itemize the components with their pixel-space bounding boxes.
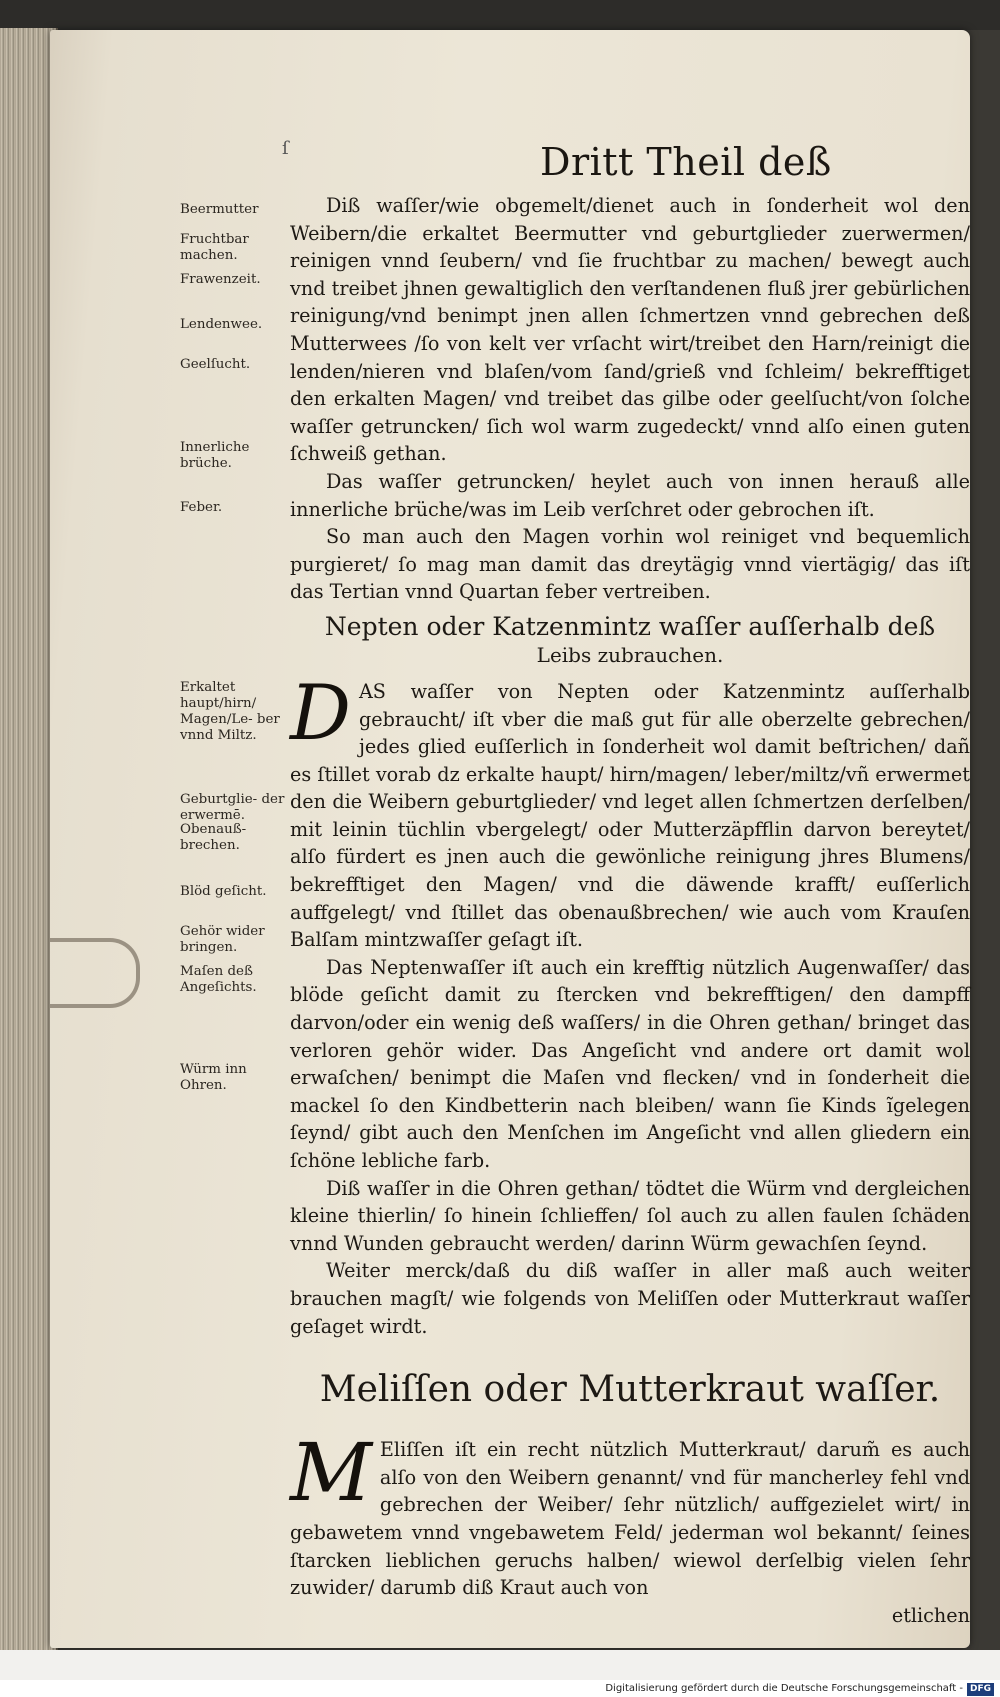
section-heading: Meliſſen oder Mutterkraut waſſer. [319, 1369, 941, 1411]
paragraph [290, 1426, 970, 1602]
margin-note: Würm inn Ohren. [180, 1062, 247, 1093]
margin-note: Erkaltet haupt/hirn/ Magen/Le- ber vnnd Miltz. [180, 680, 280, 743]
section-heading: Nepten oder Katzenmintz waſſer auſſerhalb deß [324, 611, 936, 641]
margin-note: Geelſucht. [180, 357, 251, 372]
footer-text: Digitalisierung gefördert durch die Deutsche Forschungsgemeinschaft - [605, 1683, 963, 1694]
catchword: etlichen [891, 1603, 970, 1627]
paragraph: Diß waſſer in die Ohren gethan/ tödtet die Würm vnd dergleichen kleine thierlin/ ſo hinein ſchlieffen/ ſol auch zu allen faulen ſchäden vnnd Wunden gebraucht werden/ darinn Würm gewachſen ſeynd. [290, 1176, 970, 1255]
digitization-footer [0, 1680, 1000, 1697]
margin-note: Gehör wider bringen. [180, 924, 265, 955]
drop-cap-initial: M [290, 1426, 372, 1520]
margin-note: Innerliche brüche. [180, 440, 250, 471]
margin-note: Blöd geſicht. [180, 884, 267, 899]
margin-note: Frawenzeit. [180, 272, 261, 287]
paragraph: Das Neptenwaſſer iſt auch ein krefftig nützlich Augenwaſſer/ das blöde geſicht damit zu ſtercken vnd bekrefftigen/ den dampff darvon/oder ein wenig deß waſſers/ in die Ohren gethan/ bringet das verloren gehör wider. Das Angeſicht vnd andere ort damit wol erwaſchen/ benimpt die Maſen vnd flecken/ vnd in ſonderheit die mackel ſo den Kindbetterin nach bleiben/ wann ſie Kinds ĩgelegen ſeynd/ gibt auch den Menſchen im Angeſicht vnd allen gliedern ein ſchöne lebliche farb. [290, 955, 970, 1172]
dfg-logo-icon: DFG [967, 1683, 994, 1696]
paragraph-text: Eliſſen iſt ein recht nützlich Mutterkraut/ darum̃ es auch alſo von den Weibern genannt/ vnd für mancherley fehl vnd gebrechen der Weiber/ ſehr nützlich/ auffgezielet wirt/ in gebawetem vnnd vngebawetem Feld/ jederman wol bekannt/ ſeines ſtarcken lieblichen geruchs halben/ wiewol derſelbig vielen ſehr zuwider/ darumb diß Kraut auch von [290, 1438, 970, 1600]
margin-note: Feber. [180, 500, 223, 515]
margin-note: Beermutter [180, 202, 259, 217]
paragraph [290, 667, 970, 954]
scan-bottom-strip [0, 1650, 1000, 1680]
section-subheading: Leibs zubrauchen. [536, 642, 724, 667]
drop-cap-initial: D [290, 667, 351, 757]
margin-note: Fruchtbar machen. [180, 232, 249, 263]
margin-note: Geburtglie- der erwermē. [180, 792, 285, 823]
paragraph: Diß waſſer/wie obgemelt/dienet auch in ſonderheit wol den Weibern/die erkaltet Beermutter vnd geburtglieder zuerwermen/ reinigen vnnd ſeubern/ vnd ſie fruchtbar zu machen/ bewegt auch vnd treibet jhnen gewaltiglich den verſtandenen fluß jrer gebürlichen reinigung/vnd benimpt jnen allen ſchmertzen vnnd gebrechen deß Mutterwees /ſo von kelt ver vrſacht wirt/treibet den Harn/reinigt die lenden/nieren vnd blaſen/vom ſand/grieß vnd ſchleim/ bekrefftiget den erkalten Magen/ vnd treibet das gilbe oder geelſucht/von ſolche waſſer getruncken/ ſich wol warm zugedeckt/ vnnd alſo einen guten ſchweiß gethan. [290, 194, 970, 466]
margin-note: Lendenwee. [180, 317, 263, 332]
margin-note: Obenauß- brechen. [180, 822, 247, 853]
paragraph: Weiter merck/daß du diß waſſer in aller maß auch weiter brauchen magſt/ wie folgends von Meliſſen oder Mutterkraut waſſer geſaget wirdt. [290, 1259, 970, 1338]
margin-note: Maſen deß Angeſichts. [180, 964, 257, 995]
running-head: Dritt Theil deß [540, 140, 832, 184]
scan-top-shadow [0, 0, 1000, 30]
main-text-column [290, 192, 970, 1629]
paragraph: Das waſſer getruncken/ heylet auch von innen herauß alle innerliche brüche/was im Leib verſchret oder gebrochen iſt. [290, 469, 970, 521]
paragraph: So man auch den Magen vorhin wol reiniget vnd bequemlich purgieret/ ſo mag man damit das dreytägig vnnd viertägig/ das iſt das Tertian vnnd Quartan feber vertreiben. [290, 525, 970, 604]
paragraph-text: AS waſſer von Nepten oder Katzenmintz auſſerhalb gebraucht/ iſt vber die maß gut für alle oberzelte gebrechen/ jedes glied euſſerlich in ſonderheit wol damit beſtrichen/ dañ es ſtillet vorab dz erkalte haupt/ hirn/magen/ leber/miltz/vñ erwermet den die Weibern geburtglieder/ vnd leget allen ſchmertzen derſelben/ mit leinin tüchlin vbergelegt/ oder Mutterzäpfflin darvon bereytet/ alſo fürdert es jnen auch die gewönliche reinigung jhres Blumens/ bekrefftiget den Magen/ vnd die däwende krafft/ euſſerlich auffgelegt/ vnd ſtillet das obenaußbrechen/ wie auch vom Krauſen Balſam mintzwaſſer geſagt iſt. [290, 679, 970, 952]
page-clip [50, 938, 140, 1008]
corner-mark: ſ [282, 138, 289, 159]
